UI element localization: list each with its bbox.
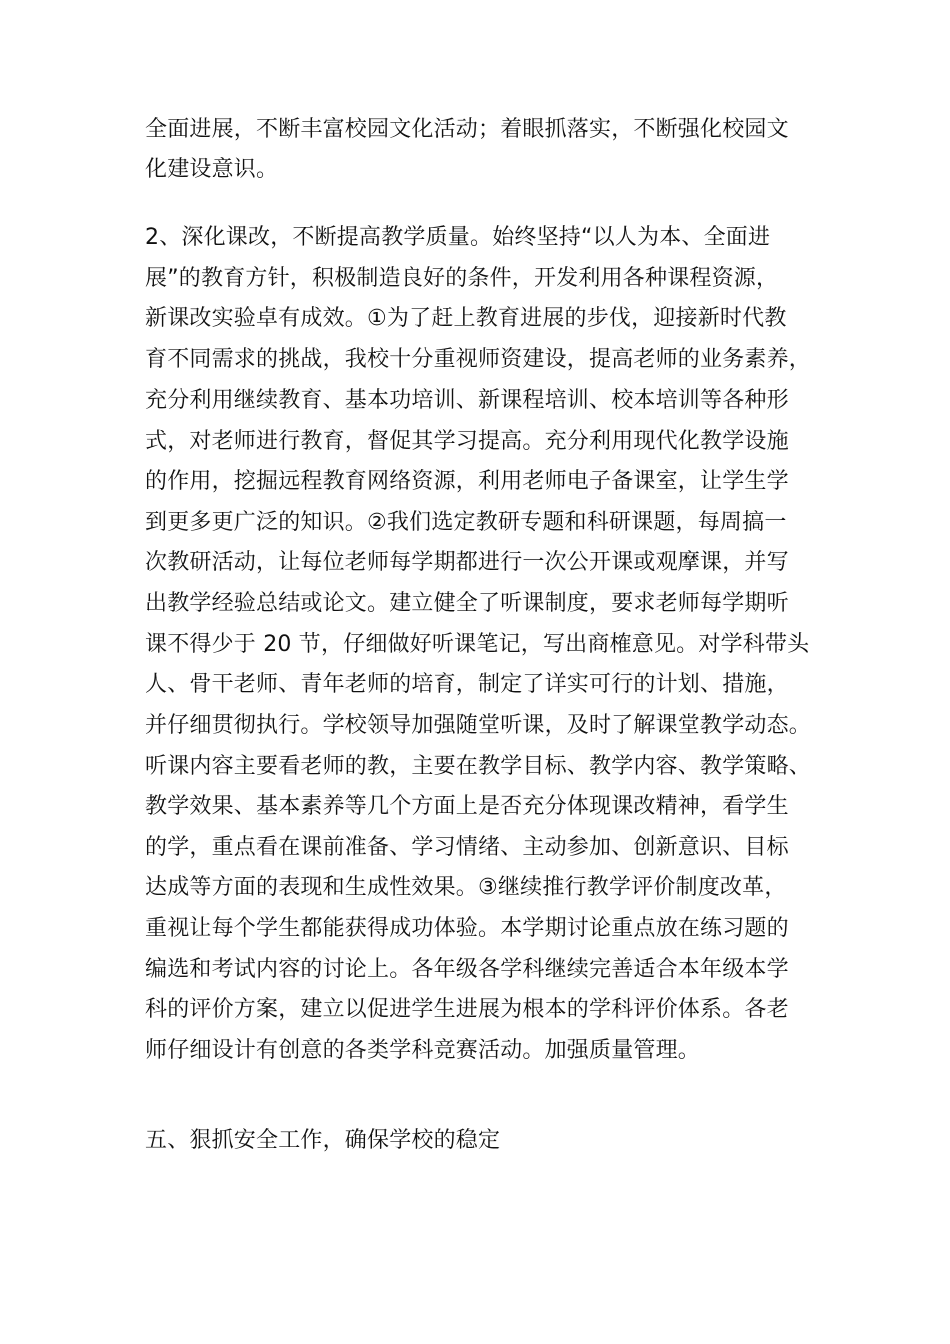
paragraph-2-line-6: 式，对老师进行教育，督促其学习提高。充分利用现代化教学设施 <box>145 429 789 454</box>
paragraph-1-line-2: 化建设意识。 <box>145 157 279 182</box>
paragraph-2-line-4: 育不同需求的挑战，我校十分重视师资建设，提高老师的业务素养， <box>145 347 812 372</box>
paragraph-2-line-15: 教学效果、基本素养等几个方面上是否充分体现课改精神，看学生 <box>145 794 789 819</box>
paragraph-2-line-9: 次教研活动，让每位老师每学期都进行一次公开课或观摩课，并写 <box>145 550 789 575</box>
paragraph-2-line-3: 新课改实验卓有成效。①为了赶上教育进展的步伐，迎接新时代教 <box>145 306 787 331</box>
paragraph-2-line-7: 的作用，挖掘远程教育网络资源，利用老师电子备课室，让学生学 <box>145 469 789 494</box>
paragraph-2-line-17: 达成等方面的表现和生成性效果。③继续推行教学评价制度改革， <box>145 875 787 900</box>
paragraph-2-line-14: 听课内容主要看老师的教，主要在教学目标、教学内容、教学策略、 <box>145 754 812 779</box>
paragraph-2-line-2: 展”的教育方针，积极制造良好的条件，开发利用各种课程资源， <box>145 266 779 291</box>
paragraph-2-line-21: 师仔细设计有创意的各类学科竞赛活动。加强质量管理。 <box>145 1038 701 1063</box>
paragraph-2-line-8: 到更多更广泛的知识。②我们选定教研专题和科研课题，每周搞一 <box>145 510 787 535</box>
paragraph-2-line-19: 编选和考试内容的讨论上。各年级各学科继续完善适合本年级本学 <box>145 957 789 982</box>
paragraph-2-line-18: 重视让每个学生都能获得成功体验。本学期讨论重点放在练习题的 <box>145 916 789 941</box>
paragraph-2-line-1: 2、深化课改，不断提高教学质量。始终坚持“以人为本、全面进 <box>145 225 771 250</box>
paragraph-2-line-11: 课不得少于 20 节，仔细做好听课笔记，写出商榷意见。对学科带头 <box>145 632 810 657</box>
paragraph-2-line-12: 人、骨干老师、青年老师的培育，制定了详实可行的计划、措施， <box>145 672 789 697</box>
section-heading: 五、狠抓安全工作，确保学校的稳定 <box>145 1128 501 1153</box>
paragraph-2-line-13: 并仔细贯彻执行。学校领导加强随堂听课，及时了解课堂教学动态。 <box>145 713 812 738</box>
paragraph-2-line-5: 充分利用继续教育、基本功培训、新课程培训、校本培训等各种形 <box>145 388 789 413</box>
paragraph-2-line-16: 的学，重点看在课前准备、学习情绪、主动参加、创新意识、目标 <box>145 835 789 860</box>
paragraph-2-line-20: 科的评价方案，建立以促进学生进展为根本的学科评价体系。各老 <box>145 997 789 1022</box>
paragraph-2-line-10: 出教学经验总结或论文。建立健全了听课制度，要求老师每学期听 <box>145 591 789 616</box>
paragraph-1-line-1: 全面进展，不断丰富校园文化活动；着眼抓落实，不断强化校园文 <box>145 117 789 142</box>
